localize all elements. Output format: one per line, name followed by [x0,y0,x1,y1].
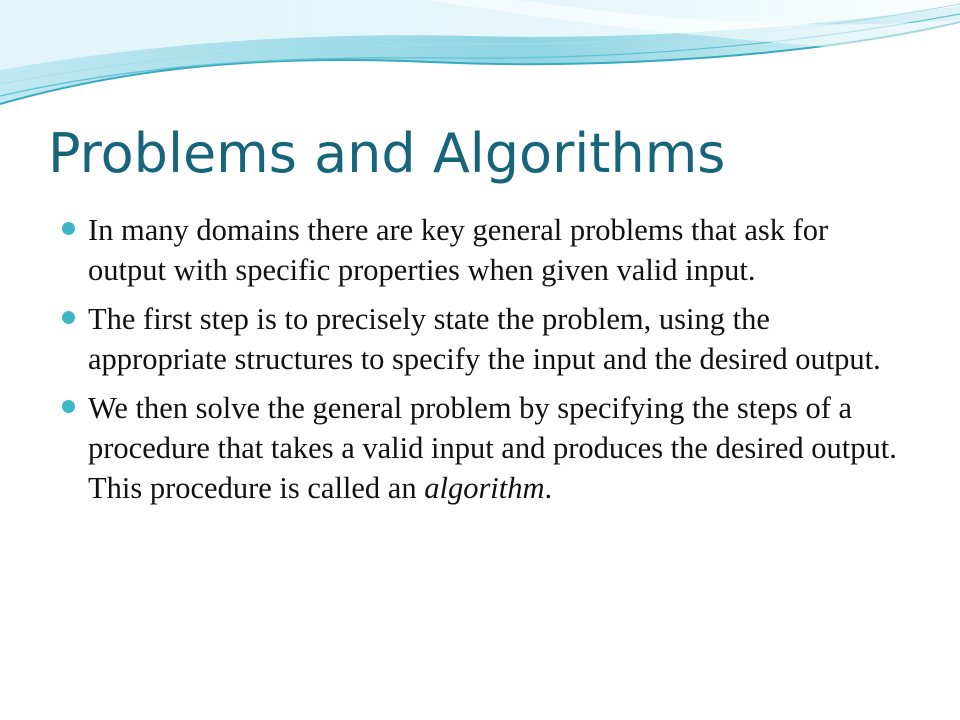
bullet-text [88,391,897,505]
bullet-dot-icon [62,400,75,413]
bullet-item [62,299,902,379]
bullet-list [62,210,902,517]
slide-title: Problems and Algorithms [48,122,726,185]
header-wave-decoration [0,0,960,130]
bullet-text: In many domains there are key general problems that ask for output with specific properties when given valid input. [88,213,829,287]
bullet-text-before: We then solve the general problem by specifying the steps of a procedure that takes a valid input and produces the desired output. This procedure is called an [88,391,897,505]
bullet-dot-icon [62,222,75,235]
bullet-dot-icon [62,311,75,324]
algorithm-term: algorithm [424,471,545,505]
bullet-text-after: . [544,471,553,505]
bullet-item [62,388,902,508]
bullet-item [62,210,902,290]
bullet-text: The first step is to precisely state the problem, using the appropriate structures to specify the input and the desired output. [88,302,881,376]
